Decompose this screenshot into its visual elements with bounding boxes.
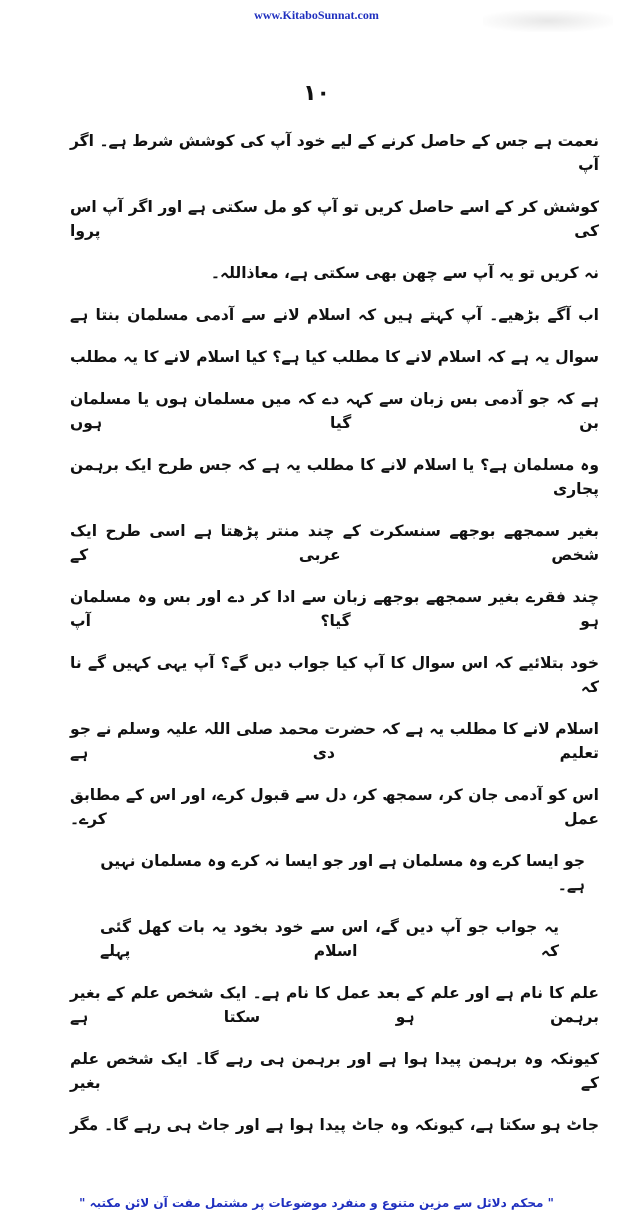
footer-tagline: " محکم دلائل سے مزین متنوع و منفرد موضوعات پر مشتمل مفت آن لائن مکتبہ ": [79, 1196, 554, 1210]
text-line: جاٹ ہو سکتا ہے، کیونکہ وہ جاٹ پیدا ہوا ہے اور جاٹ ہی رہے گا۔ مگر: [70, 1116, 599, 1134]
text-line: کیونکہ وہ برہمن پیدا ہوا ہے اور برہمن ہی رہے گا۔ ایک شخص علم کے بغیر: [70, 1050, 599, 1092]
text-line: یہ جواب جو آپ دیں گے، اس سے خود بخود یہ بات کھل گئی کہ اسلام پہلے: [100, 918, 559, 960]
text-line: علم کا نام ہے اور علم کے بعد عمل کا نام ہے۔ ایک شخص علم کے بغیر برہمن ہو سکتا ہے: [70, 984, 599, 1026]
text-line: اس کو آدمی جان کر، سمجھ کر، دل سے قبول کرے، اور اس کے مطابق عمل کرے۔: [70, 786, 599, 828]
site-url[interactable]: www.KitaboSunnat.com: [254, 8, 379, 22]
text-line: اب آگے بڑھیے۔ آپ کہتے ہیں کہ اسلام لانے سے آدمی مسلمان بنتا ہے: [70, 306, 599, 324]
text-line: سوال یہ ہے کہ اسلام لانے کا مطلب کیا ہے؟ کیا اسلام لانے کا یہ مطلب: [70, 348, 599, 366]
scan-smudge: [483, 10, 613, 32]
text-line: اسلام لانے کا مطلب یہ ہے کہ حضرت محمد صلی اللہ علیہ وسلم نے جو تعلیم دی ہے: [70, 720, 599, 762]
text-line: وہ مسلمان ہے؟ یا اسلام لانے کا مطلب یہ ہے کہ جس طرح ایک برہمن پجاری: [70, 456, 599, 498]
text-line: نہ کریں تو یہ آپ سے چھن بھی سکتی ہے، معاذاللہ۔: [210, 264, 599, 282]
text-line: چند فقرے بغیر سمجھے بوجھے زبان سے ادا کر دے اور بس وہ مسلمان ہو گیا؟ آپ: [70, 588, 599, 630]
text-line: جو ایسا کرے وہ مسلمان ہے اور جو ایسا نہ کرے وہ مسلمان نہیں ہے۔: [100, 852, 585, 894]
text-line: بغیر سمجھے بوجھے سنسکرت کے چند منتر پڑھتا ہے اسی طرح ایک شخص عربی کے: [70, 522, 599, 564]
body-text: [70, 120, 599, 1146]
text-line: نعمت ہے جس کے حاصل کرنے کے لیے خود آپ کی کوشش شرط ہے۔ اگر آپ: [70, 132, 599, 174]
page-number: ١٠: [303, 81, 330, 106]
text-line: خود بتلائیے کہ اس سوال کا آپ کیا جواب دیں گے؟ آپ یہی کہیں گے نا کہ: [70, 654, 599, 696]
text-line: ہے کہ جو آدمی بس زبان سے کہہ دے کہ میں مسلمان ہوں یا مسلمان بن گیا ہوں: [70, 390, 599, 432]
text-line: کوشش کر کے اسے حاصل کریں تو آپ کو مل سکتی ہے اور اگر آپ اس کی پروا: [70, 198, 599, 240]
